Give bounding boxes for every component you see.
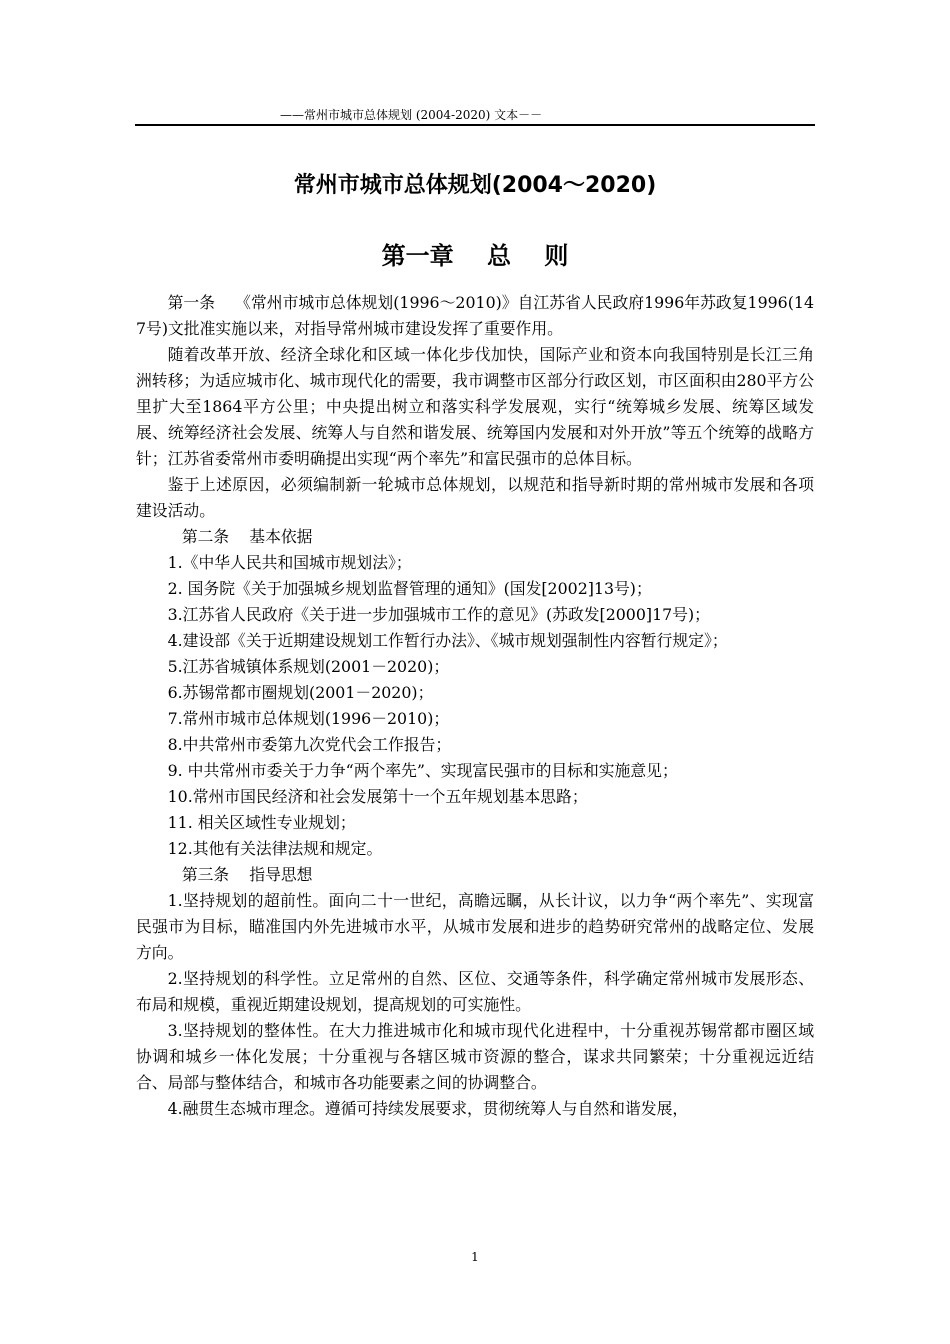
list-item: 2.坚持规划的科学性。立足常州的自然、区位、交通等条件，科学确定常州城市发展形态、布局和规模，重视近期建设规划，提高规划的可实施性。: [136, 969, 814, 1014]
list-item: 1.坚持规划的超前性。面向二十一世纪，高瞻远瞩，从长计议，以力争“两个率先”、实现富民强市为目标，瞄准国内外先进城市水平，从城市发展和进步的趋势研究常州的战略定位、发展方向。: [136, 891, 814, 962]
list-item: 2. 国务院《关于加强城乡规划监督管理的通知》(国发[2002]13号)；: [167, 579, 652, 598]
document-title: 常州市城市总体规划(2004～2020): [293, 173, 657, 198]
list-item: 3.坚持规划的整体性。在大力推进城市化和城市现代化进程中，十分重视苏锡常都市圈区域协调和城乡一体化发展；十分重视与各辖区城市资源的整合，谋求共同繁荣；十分重视远近结合、局部与整体结合，和城市各功能要素之间的协调整合。: [136, 1021, 814, 1092]
list-item: 5.江苏省城镇体系规划(2001－2020)；: [167, 657, 450, 676]
article-2-heading: 第二条 基本依据: [181, 527, 313, 546]
list-item: 8.中共常州市委第九次党代会工作报告；: [167, 735, 452, 754]
header-rule: [135, 124, 815, 126]
list-item: 7.常州市城市总体规划(1996－2010)；: [167, 709, 450, 728]
list-item: 1.《中华人民共和国城市规划法》；: [167, 553, 412, 572]
article-3-heading: 第三条 指导思想: [181, 865, 313, 884]
running-header: ——常州市城市总体规划 (2004-2020) 文本－－: [280, 108, 543, 122]
list-item: 11. 相关区域性专业规划；: [167, 813, 356, 832]
page-number: 1: [471, 1250, 479, 1264]
list-item: 3.江苏省人民政府《关于进一步加强城市工作的意见》(苏政发[2000]17号)；: [167, 605, 710, 624]
list-item: 10.常州市国民经济和社会发展第十一个五年规划基本思路；: [167, 787, 588, 806]
list-item: 4.融贯生态城市理念。遵循可持续发展要求，贯彻统筹人与自然和谐发展，: [167, 1099, 689, 1118]
article-1-paragraph: 第一条 《常州市城市总体规划(1996～2010)》自江苏省人民政府1996年苏政复1996(147号)文批准实施以来，对指导常州城市建设发挥了重要作用。: [136, 293, 814, 338]
list-item: 6.苏锡常都市圈规划(2001－2020)；: [167, 683, 434, 702]
list-item: 4.建设部《关于近期建设规划工作暂行办法》、《城市规划强制性内容暂行规定》；: [167, 631, 728, 650]
list-item: 9. 中共常州市委关于力争“两个率先”、实现富民强市的目标和实施意见；: [167, 761, 678, 780]
document-body: [136, 290, 814, 1122]
list-item: 12.其他有关法律法规和规定。: [167, 839, 383, 858]
body-paragraph: 随着改革开放、经济全球化和区域一体化步伐加快，国际产业和资本向我国特别是长江三角洲转移；为适应城市化、城市现代化的需要，我市调整市区部分行政区划，市区面积由280平方公里扩大至1864平方公里；中央提出树立和落实科学发展观，实行“统筹城乡发展、统筹区域发展、统筹经济社会发展、统筹人与自然和谐发展、统筹国内发展和对外开放”等五个统筹的战略方针；江苏省委常州市委明确提出实现“两个率先”和富民强市的总体目标。: [136, 345, 814, 468]
body-paragraph: 鉴于上述原因，必须编制新一轮城市总体规划，以规范和指导新时期的常州城市发展和各项建设活动。: [136, 475, 814, 520]
chapter-title: 第一章 总 则: [381, 242, 569, 270]
